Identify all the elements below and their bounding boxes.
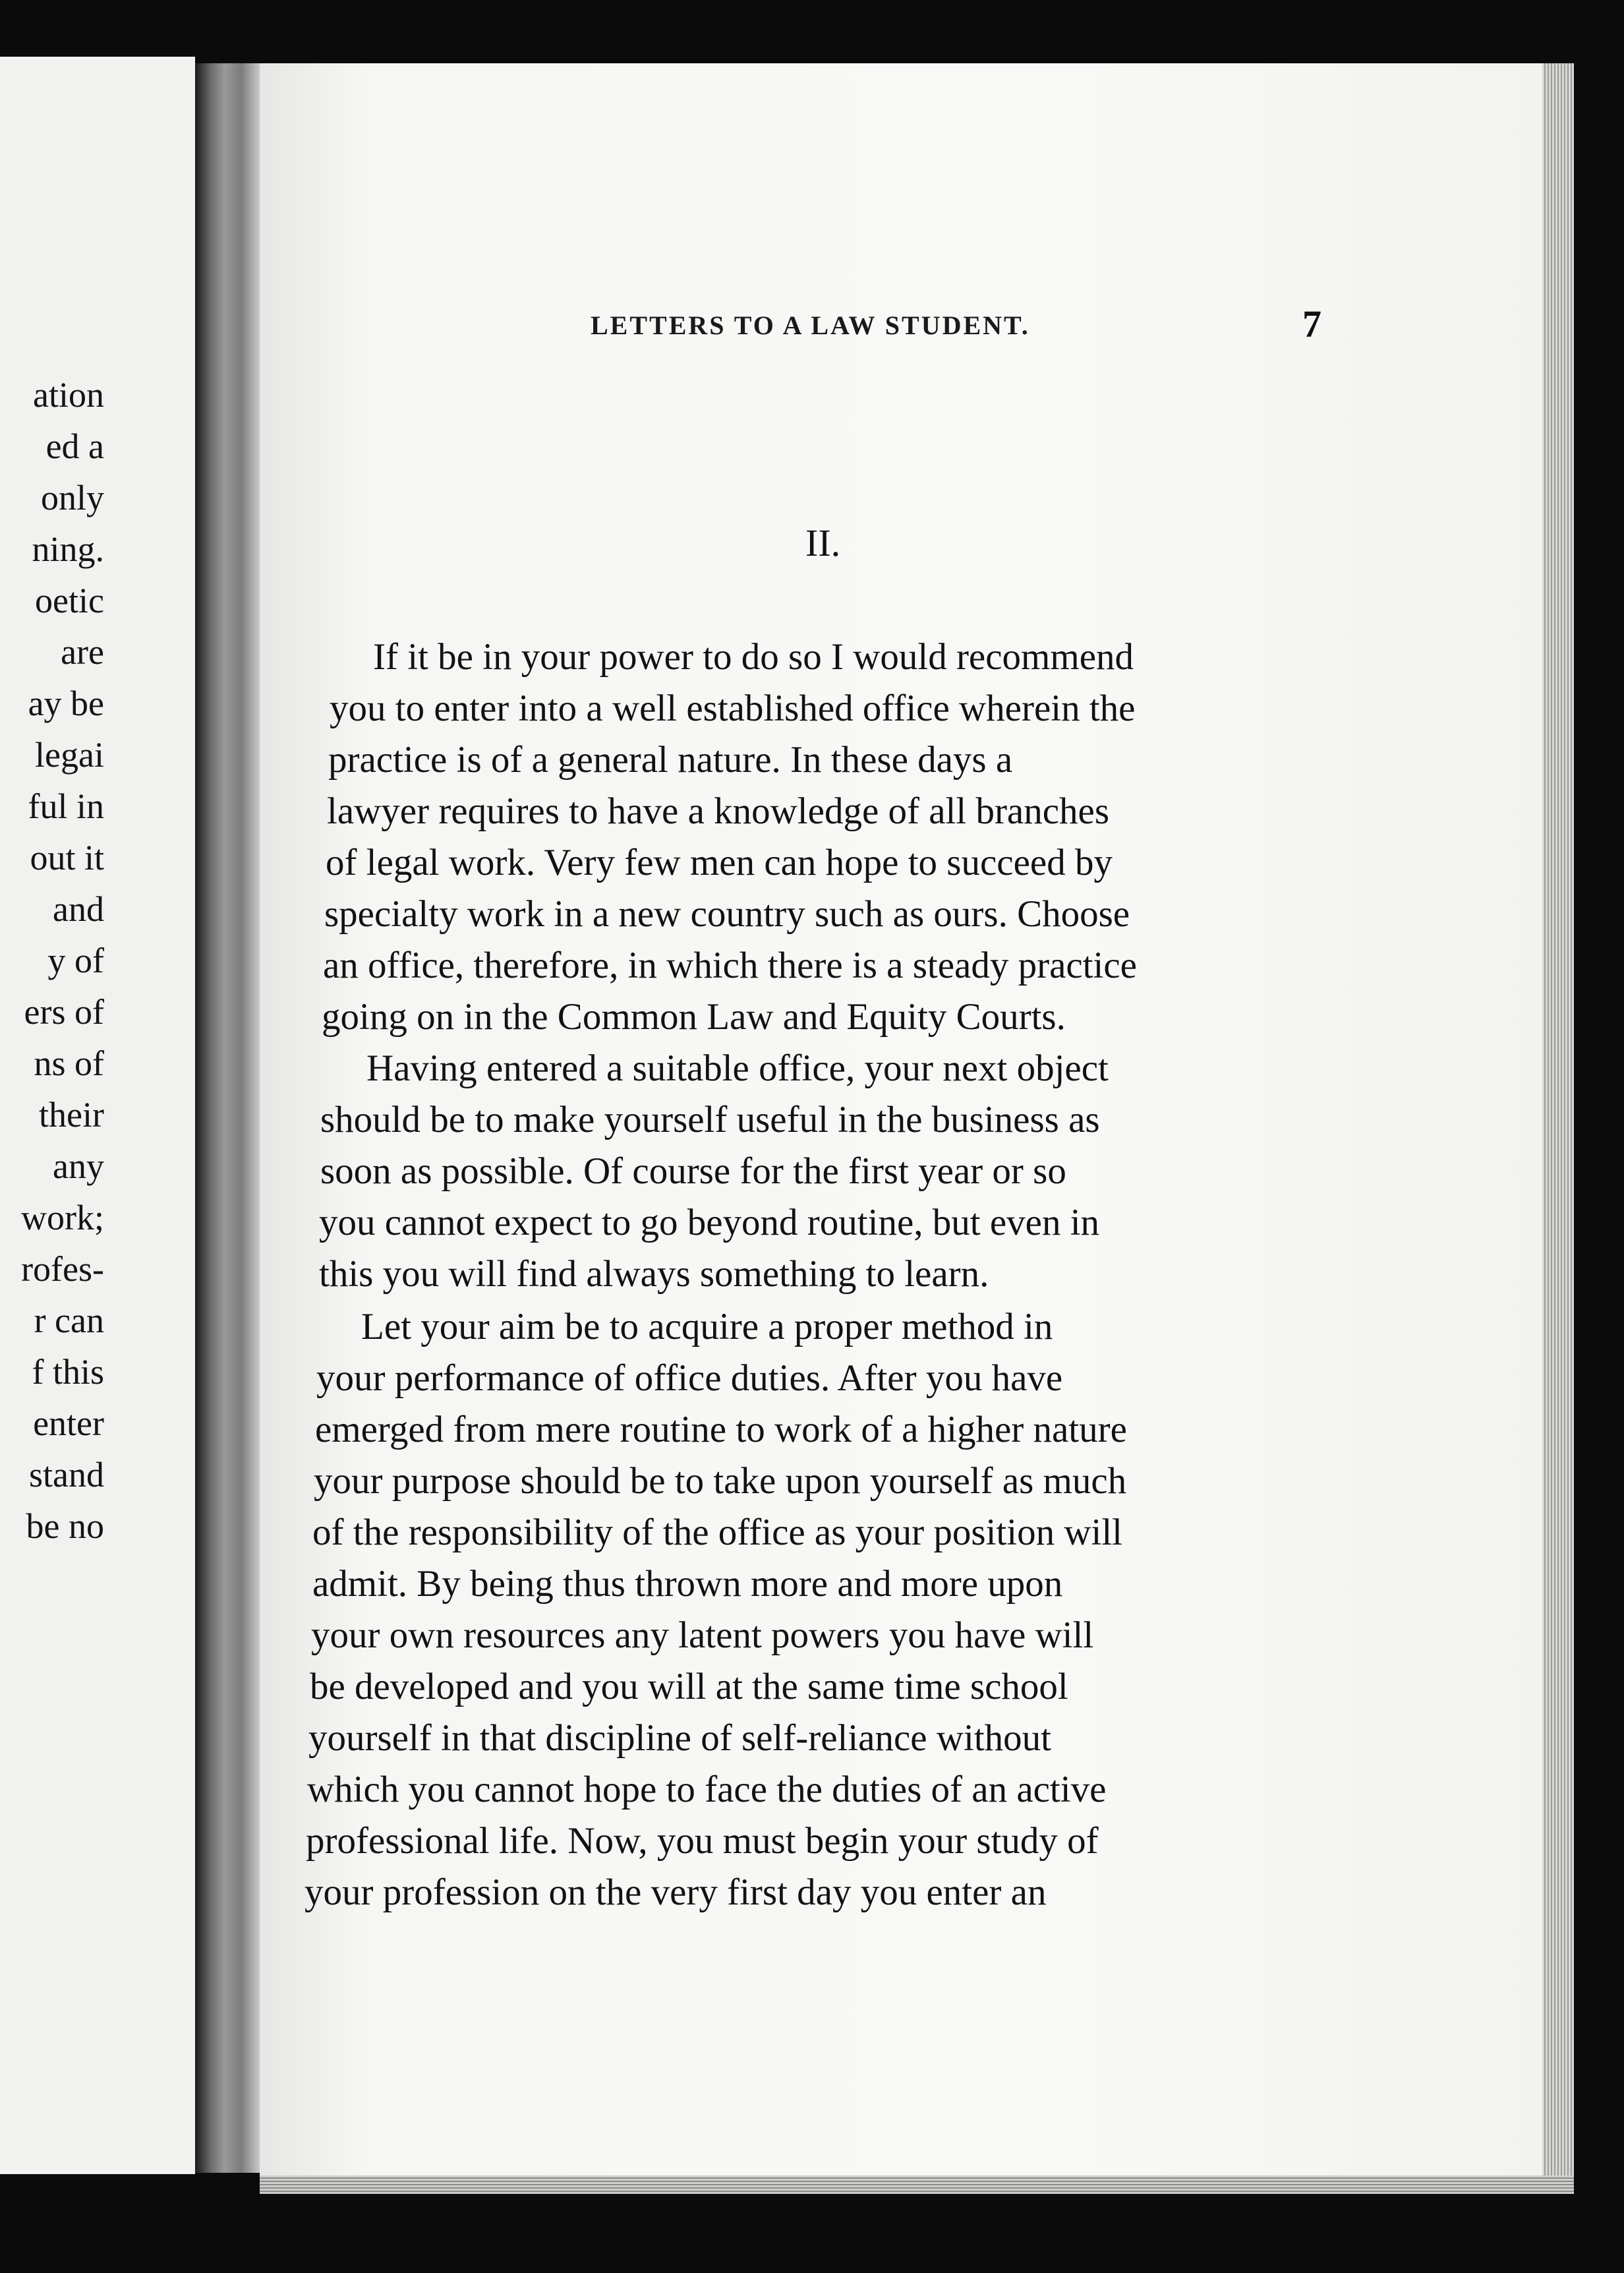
left-page-line: ation — [33, 375, 104, 415]
left-page-line: out it — [30, 838, 104, 877]
left-facing-page — [0, 57, 195, 2174]
body-line: your profession on the very first day you enter an — [304, 1872, 1047, 1913]
left-page-line: f this — [32, 1352, 104, 1392]
body-line: Having entered a suitable office, your next object — [366, 1048, 1109, 1089]
page-stack-edge — [1542, 63, 1574, 2186]
body-line: your own resources any latent powers you have will — [311, 1614, 1094, 1656]
left-page-line: only — [40, 478, 104, 517]
running-head: LETTERS TO A LAW STUDENT. — [591, 310, 1030, 340]
book-gutter-shadow — [195, 63, 261, 2173]
left-page-line: y of — [47, 941, 104, 980]
left-page-line: ning. — [32, 529, 104, 569]
section-heading: II. — [805, 521, 841, 564]
body-line: yourself in that discipline of self-reliance without — [308, 1717, 1052, 1759]
body-line: admit. By being thus thrown more and more upon — [312, 1563, 1063, 1605]
body-line: this you will find always something to learn. — [319, 1253, 989, 1295]
left-page-line: ful in — [28, 786, 104, 826]
body-line: emerged from mere routine to work of a higher nature — [315, 1409, 1127, 1450]
left-page-line: stand — [29, 1455, 104, 1494]
page-stack-bottom-edge — [260, 2175, 1574, 2194]
left-page-line: oetic — [35, 581, 104, 620]
body-line: should be to make yourself useful in the business as — [320, 1099, 1100, 1140]
body-line: If it be in your power to do so I would recommend — [373, 636, 1134, 678]
left-page-line: ns of — [34, 1044, 104, 1083]
body-line: your purpose should be to take upon yourself as much — [314, 1460, 1127, 1502]
left-page-line: ers of — [24, 992, 104, 1032]
left-page-line: work; — [21, 1198, 104, 1237]
left-page-line: be no — [26, 1506, 104, 1546]
body-line: be developed and you will at the same time school — [310, 1666, 1068, 1707]
body-line: which you cannot hope to face the duties of an active — [307, 1769, 1107, 1810]
left-page-line: enter — [33, 1403, 104, 1443]
left-page-line: legai — [35, 735, 104, 775]
body-line: practice is of a general nature. In these days a — [328, 739, 1013, 781]
body-line: an office, therefore, in which there is a steady practice — [323, 945, 1137, 986]
left-page-line: rofes- — [21, 1249, 104, 1289]
left-page-line: are — [61, 632, 104, 672]
body-line: professional life. Now, you must begin your study of — [306, 1820, 1099, 1862]
body-line: soon as possible. Of course for the first year or so — [320, 1150, 1066, 1192]
body-line: Let your aim be to acquire a proper method in — [361, 1306, 1053, 1347]
left-page-line: ed a — [45, 427, 104, 466]
body-line: of legal work. Very few men can hope to succeed by — [326, 842, 1113, 883]
left-page-line: and — [53, 889, 104, 929]
body-line: your performance of office duties. After you have — [316, 1357, 1063, 1399]
body-line: lawyer requires to have a knowledge of all branches — [327, 790, 1110, 832]
body-line: of the responsibility of the office as your position will — [312, 1512, 1123, 1553]
body-line: you to enter into a well established office wherein the — [330, 688, 1136, 729]
page-number: 7 — [1302, 303, 1321, 345]
left-page-line: r can — [34, 1301, 104, 1340]
left-page-line: any — [53, 1146, 104, 1186]
left-page-line: their — [39, 1095, 104, 1135]
body-line: going on in the Common Law and Equity Courts. — [322, 996, 1066, 1038]
body-line: specialty work in a new country such as ours. Choose — [324, 893, 1130, 935]
body-line: you cannot expect to go beyond routine, but even in — [319, 1202, 1100, 1243]
left-page-line: ay be — [28, 684, 104, 723]
